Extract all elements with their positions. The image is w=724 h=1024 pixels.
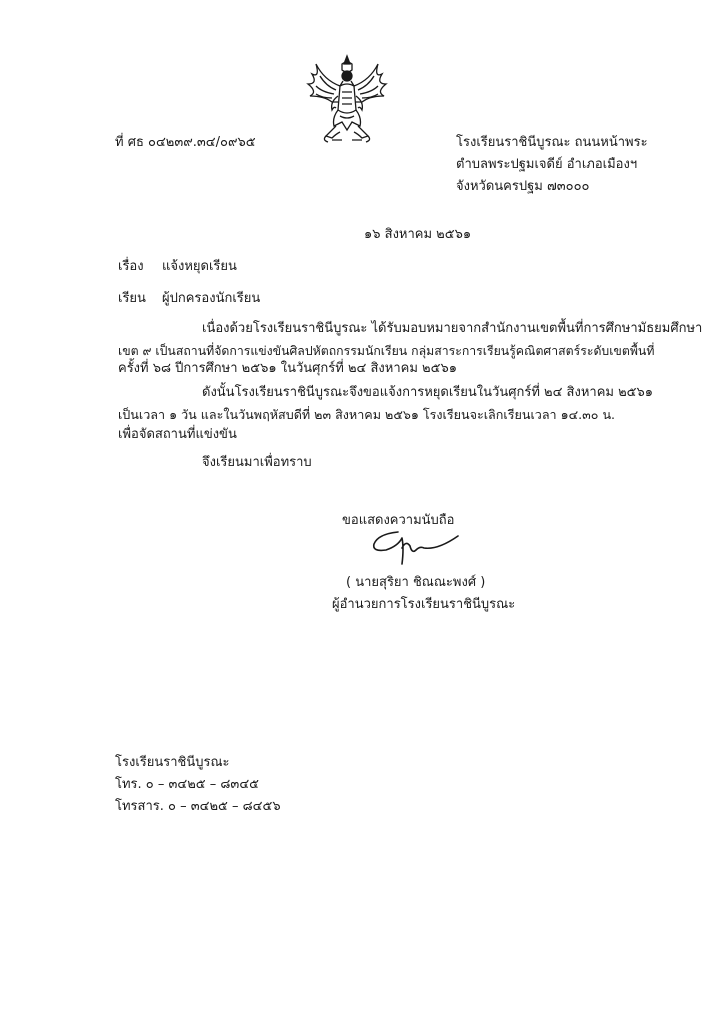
- document-number: ที่ ศธ ๐๔๒๓๙.๓๔/๐๙๖๕: [115, 135, 256, 150]
- address-line-3: จังหวัดนครปฐม ๗๓๐๐๐: [456, 179, 590, 194]
- body-paragraph-2-line-1: ดังนั้นโรงเรียนราชินีบูรณะจึงขอแจ้งการหยุดเรียนในวันศุกร์ที่ ๒๔ สิงหาคม ๒๕๖๑: [202, 385, 654, 400]
- body-paragraph-2-line-2: เป็นเวลา ๑ วัน และในวันพฤหัสบดีที่ ๒๓ สิงหาคม ๒๕๖๑ โรงเรียนจะเลิกเรียนเวลา ๑๔.๓๐ น.: [118, 407, 616, 422]
- recipient-label: เรียน: [118, 291, 146, 306]
- footer-telephone: โทร. ๐ – ๓๔๒๕ – ๘๓๔๕: [115, 777, 259, 792]
- address-line-1: โรงเรียนราชินีบูรณะ ถนนหน้าพระ: [456, 135, 648, 150]
- signatory-position: ผู้อำนวยการโรงเรียนราชินีบูรณะ: [332, 597, 516, 612]
- footer-organization: โรงเรียนราชินีบูรณะ: [115, 755, 230, 770]
- garuda-emblem-icon: [302, 52, 392, 144]
- signature-icon: [368, 524, 468, 572]
- subject-label: เรื่อง: [118, 259, 144, 274]
- letter-date: ๑๖ สิงหาคม ๒๕๖๑: [364, 227, 472, 242]
- body-paragraph-2-line-3: เพื่อจัดสถานที่แข่งขัน: [118, 427, 237, 442]
- body-paragraph-1-line-3: ครั้งที่ ๖๘ ปีการศึกษา ๒๕๖๑ ในวันศุกร์ที่ ๒๔ สิงหาคม ๒๕๖๑: [118, 361, 457, 376]
- body-paragraph-1-line-1: เนื่องด้วยโรงเรียนราชินีบูรณะ ได้รับมอบหมายจากสำนักงานเขตพื้นที่การศึกษามัธยมศึกษา: [202, 321, 703, 336]
- footer-fax: โทรสาร. ๐ – ๓๔๒๕ – ๘๔๕๖: [115, 799, 281, 814]
- body-paragraph-1-line-2: เขต ๙ เป็นสถานที่จัดการแข่งขันศิลปหัตถกรรมนักเรียน กลุ่มสาระการเรียนรู้คณิตศาสตร์ระดับเขตพื้นที่: [118, 344, 655, 358]
- address-line-2: ตำบลพระปฐมเจดีย์ อำเภอเมืองฯ: [456, 157, 638, 172]
- body-paragraph-3: จึงเรียนมาเพื่อทราบ: [202, 455, 312, 470]
- closing-regards: ขอแสดงความนับถือ: [342, 513, 455, 528]
- subject-text: แจ้งหยุดเรียน: [162, 259, 237, 274]
- signatory-name: ( นายสุริยา ชิณณะพงศ์ ): [346, 575, 486, 590]
- recipient-text: ผู้ปกครองนักเรียน: [162, 291, 261, 306]
